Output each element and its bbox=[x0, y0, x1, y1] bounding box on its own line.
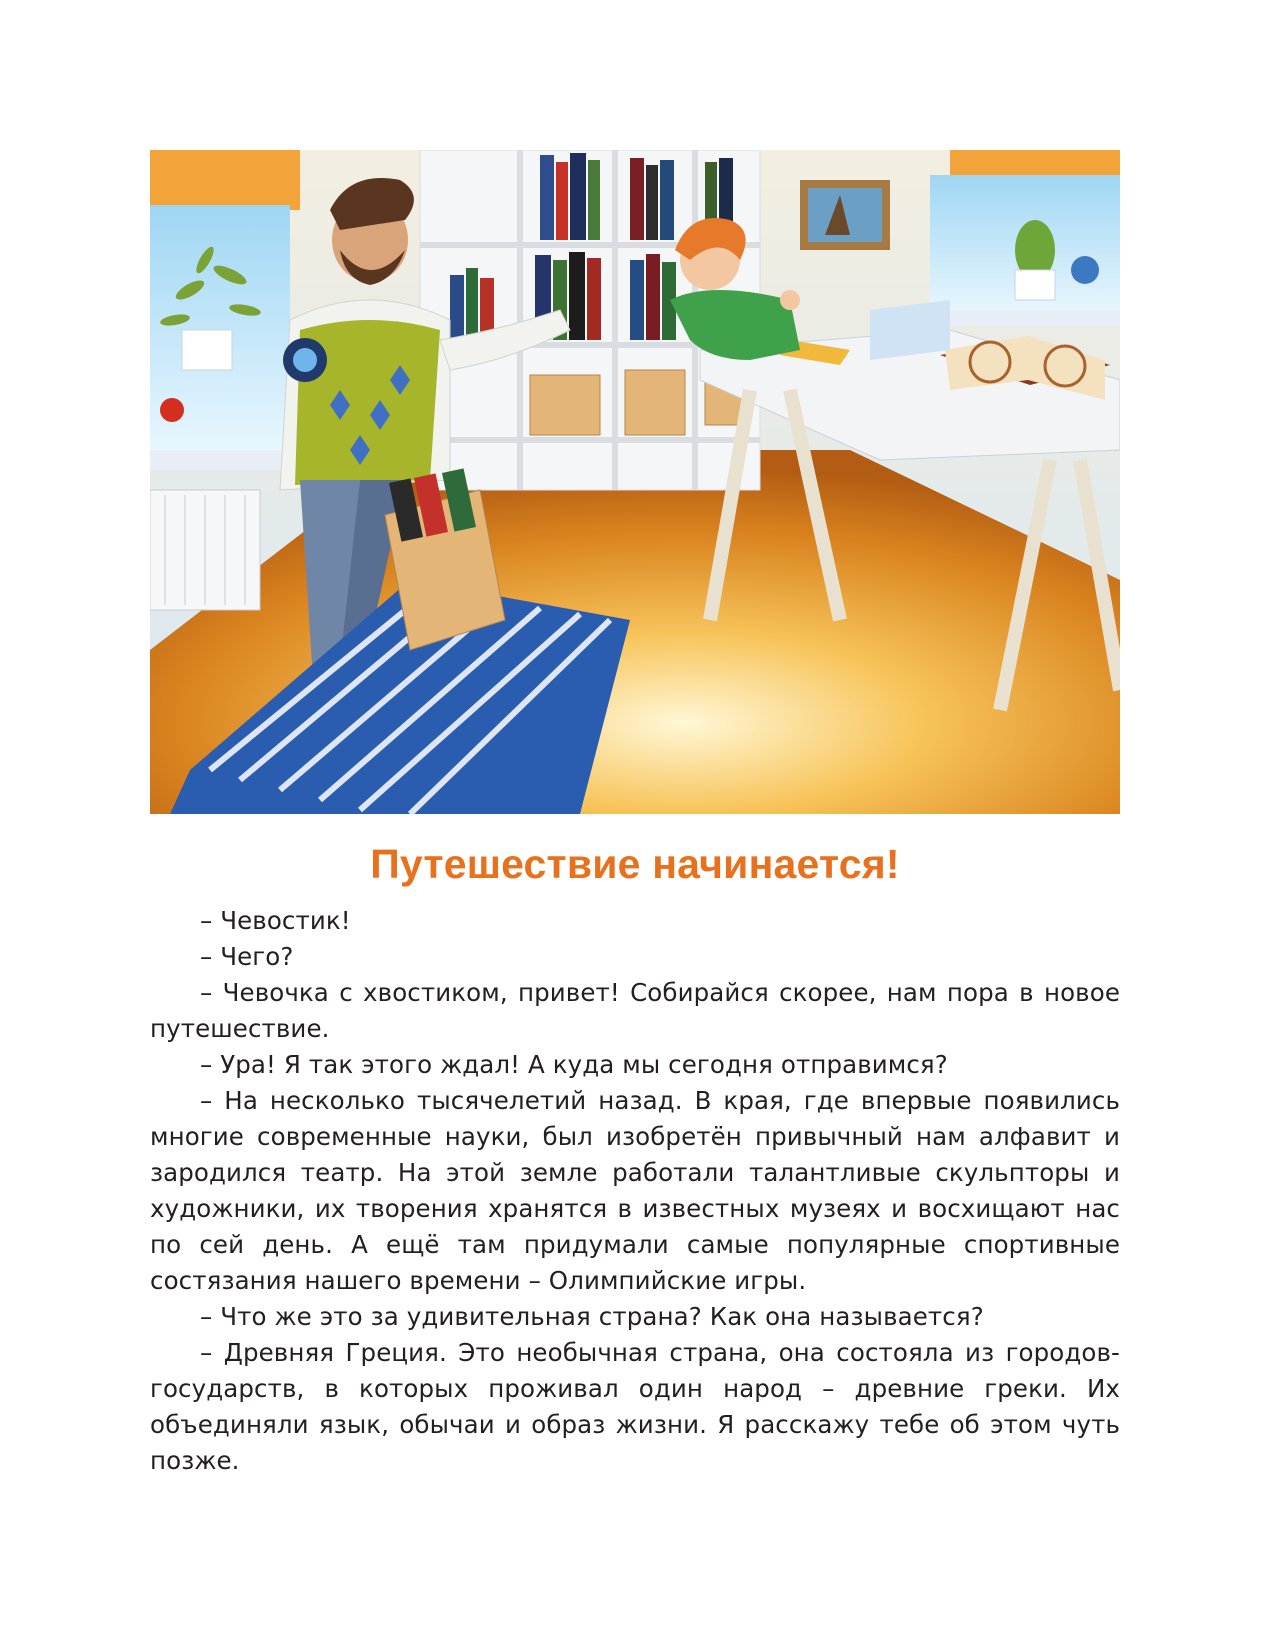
page-title: Путешествие начинается! bbox=[370, 841, 900, 887]
dialogue-line: – Чевочка с хвостиком, привет! Собирайся скорее, нам пора в новое путешествие. bbox=[150, 978, 1120, 1043]
dialogue-line: – Чевостик! bbox=[200, 906, 351, 935]
study-room-scene-icon bbox=[150, 150, 1120, 814]
dialogue-line: – Древняя Греция. Это необычная страна, она состояла из городов-государств, в которых проживал один народ – древние греки. Их объединяли язык, обычаи и образ жизни. Я расскажу тебе об этом чуть позже. bbox=[150, 1338, 1120, 1475]
dialogue-line: – Что же это за удивительная страна? Как она называется? bbox=[200, 1302, 984, 1331]
dialogue-line: – На несколько тысячелетий назад. В края, где впервые появились многие современные науки, был изобретён привычный нам алфавит и зародился театр. На этой земле работали талантливые скульпторы и художники, их творения хранятся в известных музеях и восхищают нас по сей день. А ещё там придумали самые популярные спортивные состязания нашего времени – Олимпийские игры. bbox=[150, 1086, 1120, 1295]
dialogue-line: – Чего? bbox=[200, 942, 294, 971]
dialogue-line: – Ура! Я так этого ждал! А куда мы сегодня отправимся? bbox=[200, 1050, 948, 1079]
study-room-illustration bbox=[150, 150, 1120, 814]
story-text bbox=[150, 903, 1120, 1479]
